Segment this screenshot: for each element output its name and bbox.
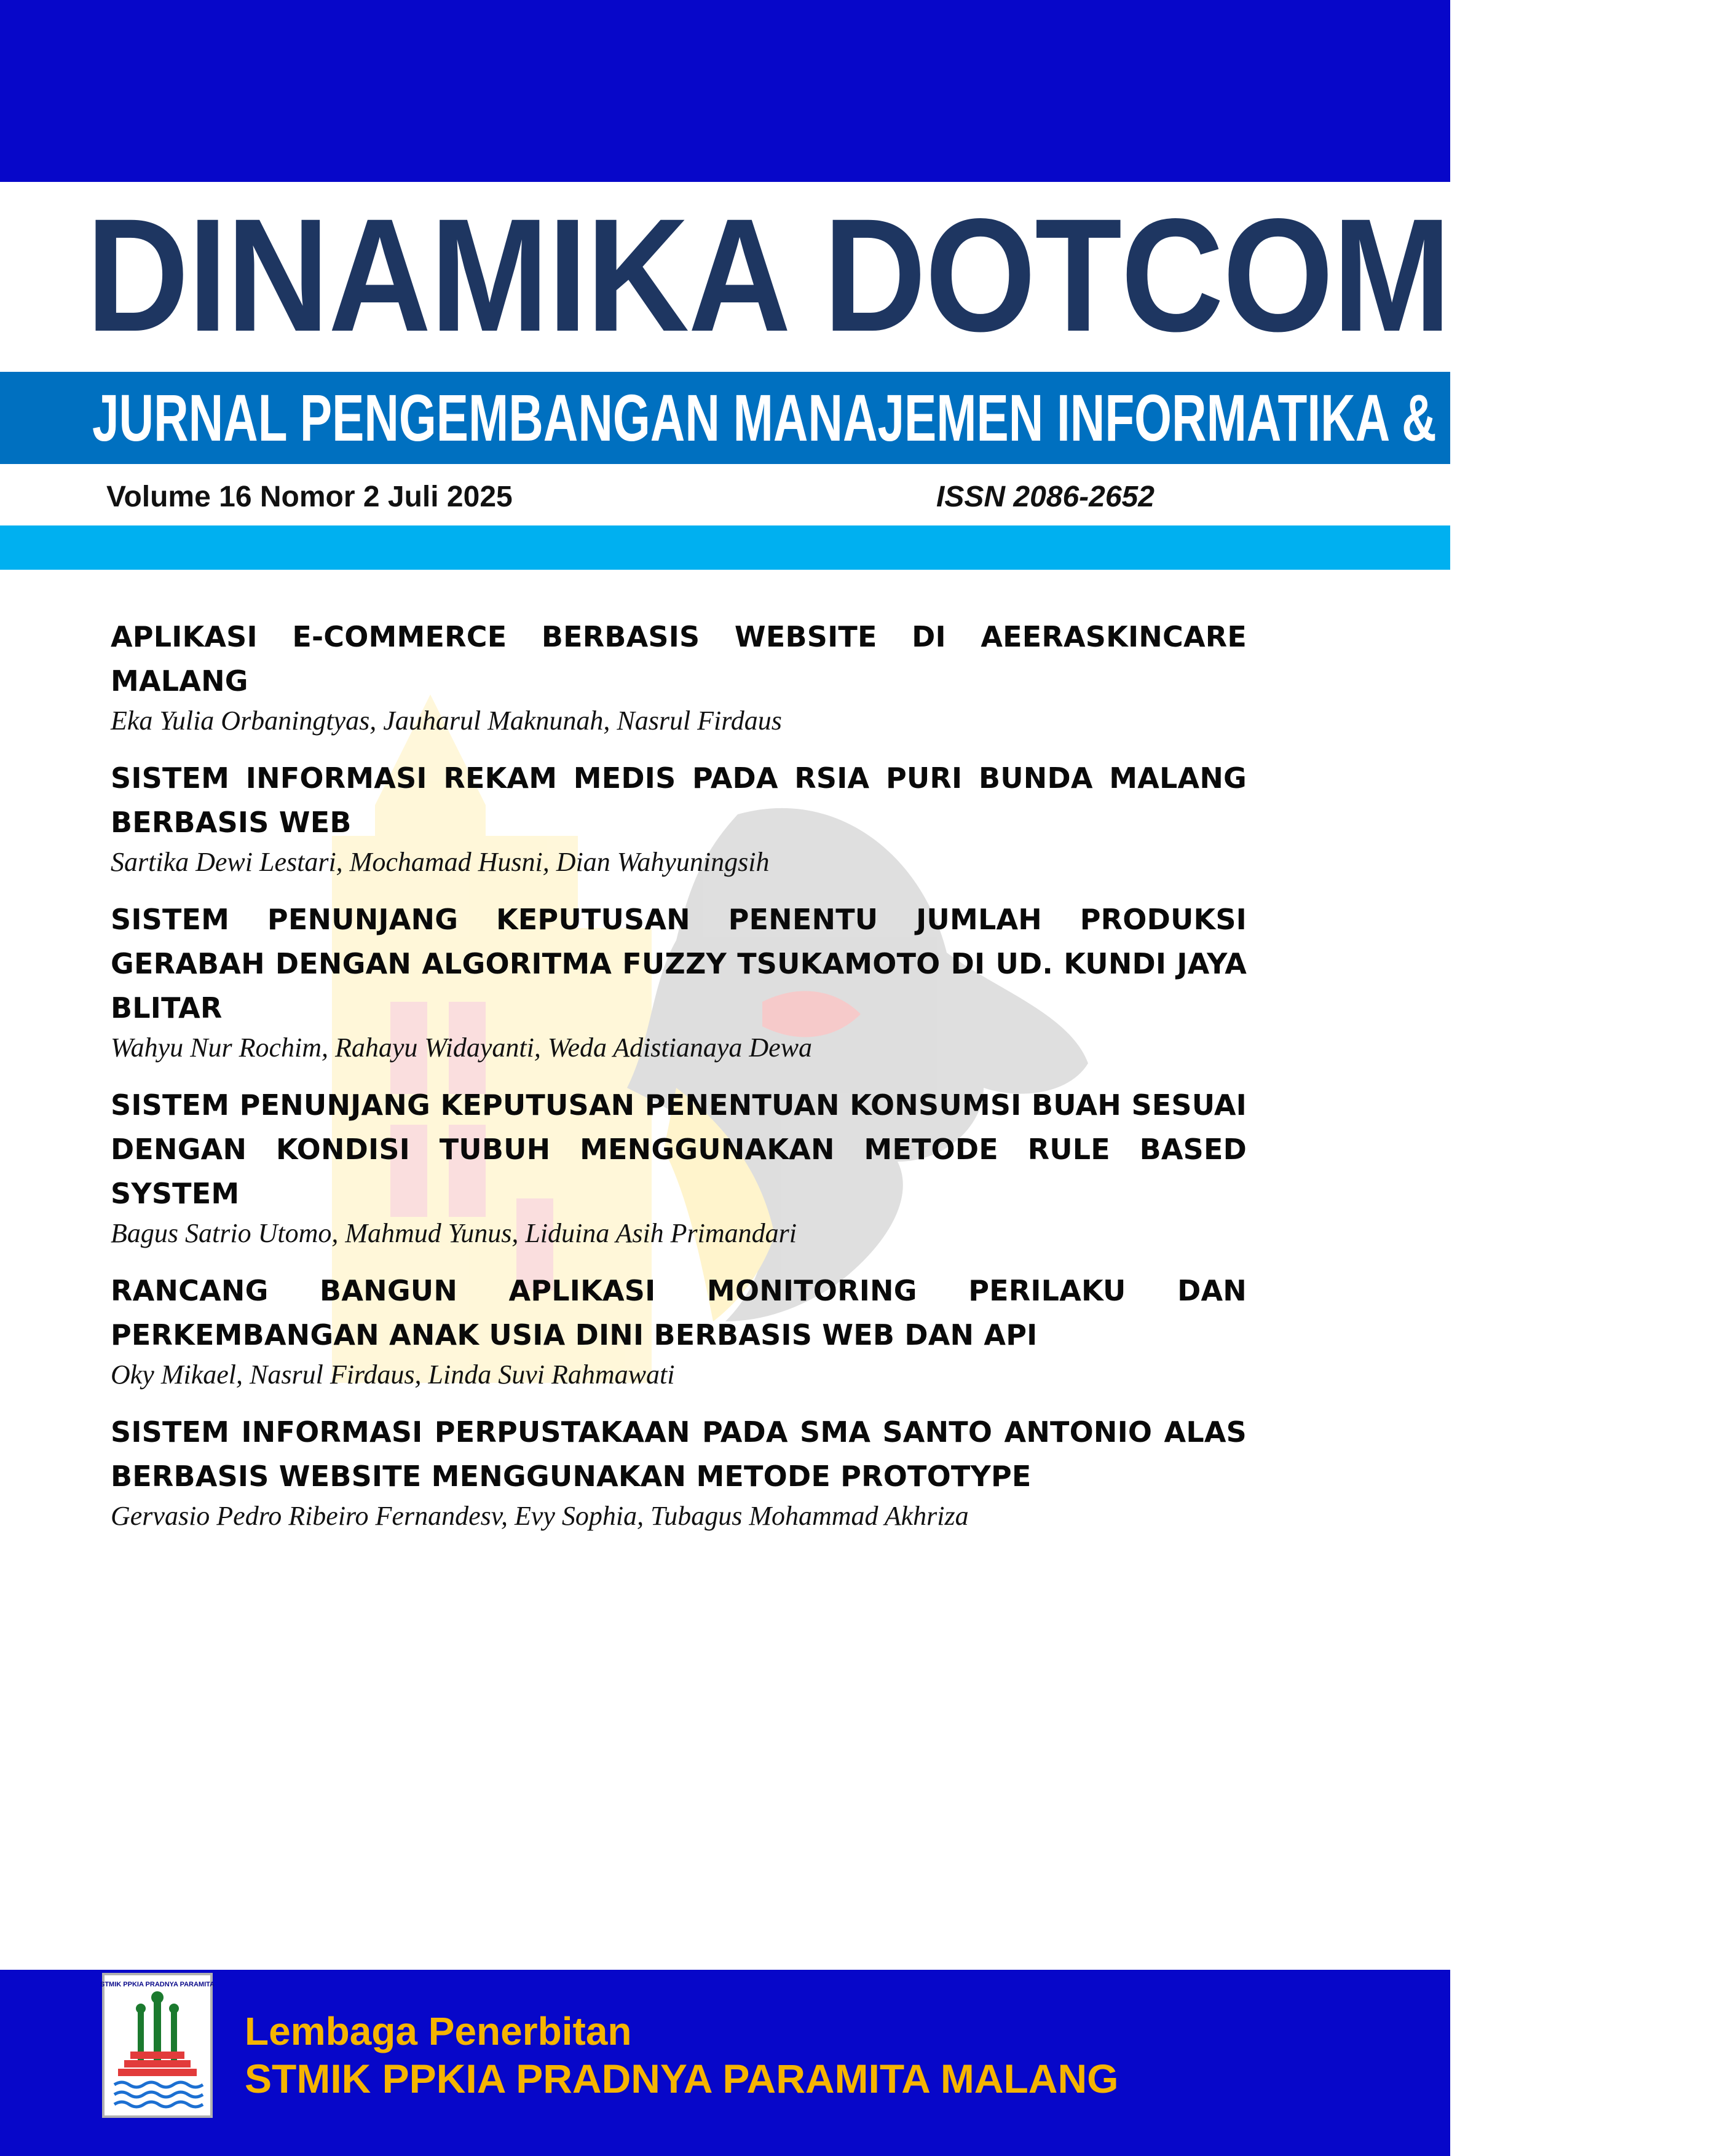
article-entry <box>111 897 1247 1066</box>
top-band <box>0 0 1450 182</box>
article-entry <box>111 1269 1247 1393</box>
journal-title: DINAMIKA DOTCOM <box>86 185 1450 365</box>
stmik-logo-icon <box>102 1973 213 2118</box>
article-title: SISTEM PENUNJANG KEPUTUSAN PENENTU JUMLAH PRODUKSI GERABAH DENGAN ALGORITMA FUZZY TSUKAMOTO DI UD. KUNDI JAYA BLITAR <box>111 903 1247 1025</box>
issue-info: Volume 16 Nomor 2 Juli 2025 <box>106 481 513 513</box>
article-authors: Bagus Satrio Utomo, Mahmud Yunus, Liduina Asih Primandari <box>111 1218 797 1248</box>
article-title: SISTEM INFORMASI REKAM MEDIS PADA RSIA PURI BUNDA MALANG BERBASIS WEB <box>111 761 1247 839</box>
table-of-contents <box>111 615 1247 1551</box>
issn-number: ISSN 2086-2652 <box>936 481 1155 513</box>
publisher-name: STMIK PPKIA PRADNYA PARAMITA MALANG <box>245 2056 1119 2101</box>
article-title: RANCANG BANGUN APLIKASI MONITORING PERILAKU DAN PERKEMBANGAN ANAK USIA DINI BERBASIS WEB DAN API <box>111 1274 1247 1351</box>
article-title: SISTEM PENUNJANG KEPUTUSAN PENENTUAN KONSUMSI BUAH SESUAI DENGAN KONDISI TUBUH MENGGUNAKAN METODE RULE BASED SYSTEM <box>111 1088 1247 1210</box>
article-title: APLIKASI E-COMMERCE BERBASIS WEBSITE DI AEERASKINCARE MALANG <box>111 620 1247 698</box>
article-authors: Oky Mikael, Nasrul Firdaus, Linda Suvi Rahmawati <box>111 1359 675 1390</box>
journal-subtitle: JURNAL PENGEMBANGAN MANAJEMEN INFORMATIKA & KOMPUTER <box>92 380 1725 455</box>
article-authors: Eka Yulia Orbaningtyas, Jauharul Maknunah, Nasrul Firdaus <box>111 706 782 736</box>
publisher-label: Lembaga Penerbitan <box>245 2009 632 2053</box>
article-entry <box>111 1410 1247 1534</box>
cyan-band <box>0 525 1450 570</box>
article-entry <box>111 1083 1247 1251</box>
article-authors: Wahyu Nur Rochim, Rahayu Widayanti, Weda Adistianaya Dewa <box>111 1033 813 1063</box>
article-authors: Gervasio Pedro Ribeiro Fernandesv, Evy Sophia, Tubagus Mohammad Akhriza <box>111 1501 969 1531</box>
article-entry <box>111 615 1247 739</box>
article-entry <box>111 756 1247 880</box>
article-title: SISTEM INFORMASI PERPUSTAKAAN PADA SMA SANTO ANTONIO ALAS BERBASIS WEBSITE MENGGUNAKAN METODE PROTOTYPE <box>111 1415 1247 1493</box>
svg-text:STMIK PPKIA PRADNYA PARAMITA: STMIK PPKIA PRADNYA PARAMITA <box>100 1981 215 1988</box>
article-authors: Sartika Dewi Lestari, Mochamad Husni, Dian Wahyuningsih <box>111 847 770 877</box>
